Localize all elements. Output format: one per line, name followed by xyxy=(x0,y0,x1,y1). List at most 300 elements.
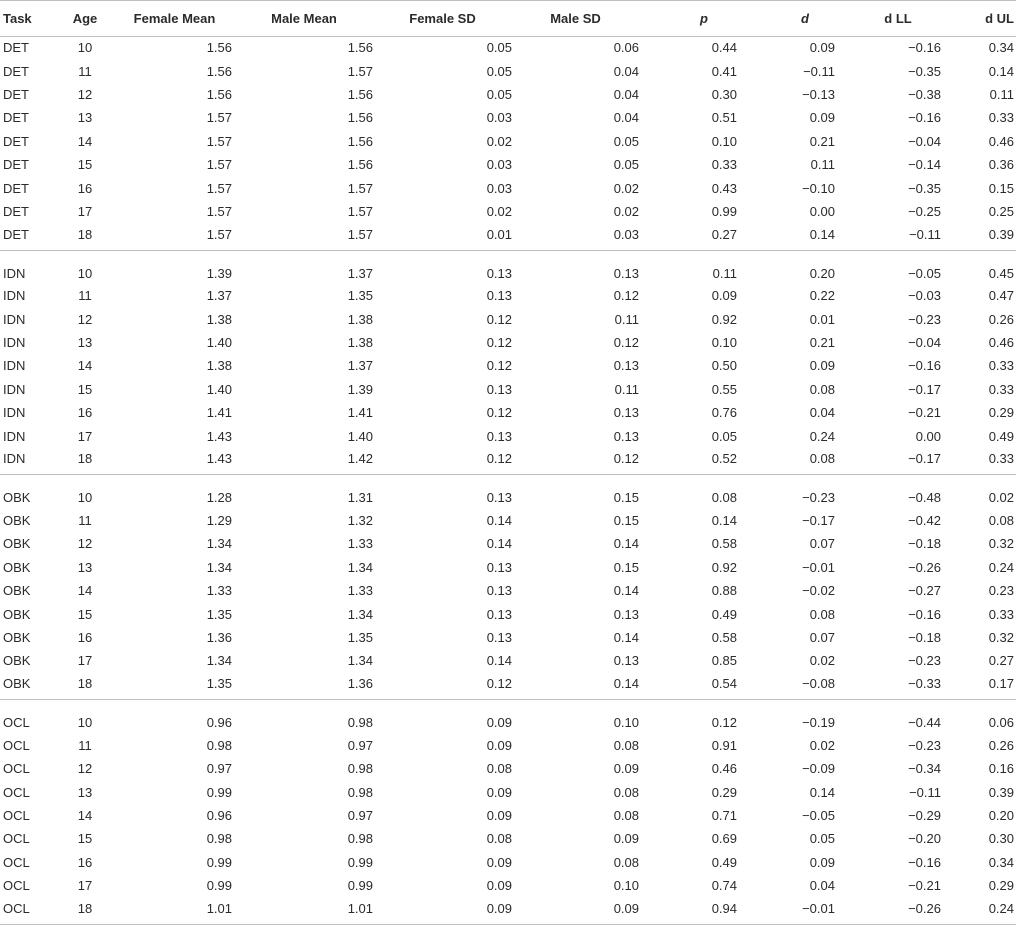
cell-d-ul: 0.15 xyxy=(988,180,1014,196)
cell-d: −0.13 xyxy=(802,86,835,102)
cell-p: 0.58 xyxy=(711,536,737,552)
cell-male-mean: 0.98 xyxy=(347,831,373,847)
cell-female-sd: 0.05 xyxy=(486,63,512,79)
cell-male-sd: 0.08 xyxy=(613,737,639,753)
cell-task: IDN xyxy=(3,405,26,421)
table-row xyxy=(0,60,1016,83)
cell-d-ll: −0.05 xyxy=(908,265,941,281)
cell-d-ul: 0.24 xyxy=(988,559,1014,575)
cell-p: 0.27 xyxy=(639,224,737,251)
cell-age: 11 xyxy=(78,288,92,304)
cell-task: DET xyxy=(3,40,29,56)
cell-d: 0.00 xyxy=(809,203,835,219)
cell-age: 13 xyxy=(77,335,93,351)
cell-male-sd: 0.13 xyxy=(613,265,639,281)
cell-d-ul: 0.26 xyxy=(988,311,1014,327)
table-row xyxy=(0,734,1016,757)
cell-male-mean: 1.35 xyxy=(347,288,373,304)
cell-d: 0.14 xyxy=(737,224,835,251)
cell-d: 0.04 xyxy=(809,878,835,894)
cell-female-mean: 1.56 xyxy=(206,40,232,56)
cell-age: 14 xyxy=(77,807,93,823)
cell-d: 0.09 xyxy=(809,854,835,870)
cell-p: 0.92 xyxy=(711,559,737,575)
table-row xyxy=(0,448,1016,475)
table-row xyxy=(0,700,1016,735)
cell-male-mean: 1.36 xyxy=(235,673,373,700)
cell-female-mean: 1.36 xyxy=(206,630,232,645)
cell-age: 15 xyxy=(77,831,93,847)
cell-d-ul: 0.34 xyxy=(988,40,1014,56)
table-row xyxy=(0,804,1016,827)
cell-male-mean: 1.57 xyxy=(235,224,373,251)
cell-d-ll: −0.18 xyxy=(908,536,941,552)
cell-d-ul: 0.32 xyxy=(988,630,1014,645)
cell-d-ll: −0.35 xyxy=(908,63,941,79)
cell-male-sd: 0.13 xyxy=(613,653,639,669)
cell-d: −0.17 xyxy=(802,513,835,529)
cell-p: 0.69 xyxy=(711,831,737,847)
cell-d: −0.02 xyxy=(802,583,835,599)
cell-d-ul: 0.25 xyxy=(988,203,1014,219)
cell-male-mean: 1.57 xyxy=(347,180,373,196)
cell-age: 10 xyxy=(77,490,93,506)
cell-female-mean: 1.34 xyxy=(206,653,232,669)
cell-female-mean: 0.99 xyxy=(206,878,232,894)
cell-age: 17 xyxy=(77,428,93,444)
cell-male-mean: 1.56 xyxy=(347,133,373,149)
cell-d-ul: 0.24 xyxy=(941,898,1016,925)
cell-d: −0.10 xyxy=(802,180,835,196)
cell-p: 0.46 xyxy=(711,761,737,777)
cell-p: 0.10 xyxy=(711,133,737,149)
cell-female-sd: 0.08 xyxy=(486,761,512,777)
cell-d-ll: −0.11 xyxy=(909,784,941,800)
cell-d-ll: −0.25 xyxy=(908,203,941,219)
cell-female-mean: 1.35 xyxy=(206,606,232,622)
table-row xyxy=(0,355,1016,378)
cell-male-mean: 1.56 xyxy=(347,86,373,102)
cell-d: 0.09 xyxy=(809,40,835,56)
cell-female-sd: 0.12 xyxy=(373,448,512,475)
cell-d-ul: 0.49 xyxy=(988,428,1014,444)
cell-age: 16 xyxy=(77,854,93,870)
cell-female-sd: 0.13 xyxy=(486,583,512,599)
header-d-ul: d UL xyxy=(941,1,1016,37)
cell-male-mean: 0.98 xyxy=(347,715,373,731)
cell-female-sd: 0.03 xyxy=(486,180,512,196)
cell-task: DET xyxy=(3,63,29,79)
cell-age: 12 xyxy=(77,86,93,102)
cell-male-sd: 0.09 xyxy=(512,898,639,925)
cell-task: OBK xyxy=(3,630,31,645)
cell-age: 17 xyxy=(77,653,93,669)
cell-task: DET xyxy=(3,203,29,219)
cell-d: 0.07 xyxy=(809,630,835,645)
cell-female-sd: 0.13 xyxy=(486,559,512,575)
cell-male-sd: 0.13 xyxy=(613,358,639,374)
table-row xyxy=(0,475,1016,510)
table-row xyxy=(0,673,1016,700)
cell-age: 12 xyxy=(77,536,93,552)
cell-d-ll: −0.44 xyxy=(908,715,941,731)
cell-task: IDN xyxy=(3,428,26,444)
cell-p: 0.76 xyxy=(711,405,737,421)
cell-p: 0.99 xyxy=(711,203,737,219)
cell-female-sd: 0.14 xyxy=(486,653,512,669)
cell-d-ul: 0.33 xyxy=(988,606,1014,622)
cell-d-ll: −0.11 xyxy=(835,224,941,251)
cell-female-sd: 0.12 xyxy=(486,405,512,421)
cell-d-ll: −0.16 xyxy=(908,606,941,622)
cell-female-sd: 0.09 xyxy=(486,854,512,870)
cell-age: 16 xyxy=(77,405,93,421)
cell-male-sd: 0.14 xyxy=(613,583,639,599)
cell-task: OCL xyxy=(3,784,30,800)
cell-age: 10 xyxy=(77,40,93,56)
cell-male-sd: 0.12 xyxy=(613,288,639,304)
cell-d-ul: 0.30 xyxy=(988,831,1014,847)
cell-d-ll: −0.18 xyxy=(908,630,941,645)
cell-p: 0.85 xyxy=(711,653,737,669)
cell-d-ll: −0.38 xyxy=(908,86,941,102)
cell-male-sd: 0.13 xyxy=(613,606,639,622)
cell-d: 0.21 xyxy=(809,335,835,351)
cell-male-sd: 0.05 xyxy=(613,157,639,173)
cell-male-mean: 1.39 xyxy=(347,381,373,397)
cell-female-mean: 1.57 xyxy=(114,224,235,251)
cell-male-mean: 1.33 xyxy=(347,583,373,599)
cell-male-mean: 0.98 xyxy=(347,761,373,777)
cell-female-sd: 0.02 xyxy=(486,133,512,149)
cell-female-sd: 0.14 xyxy=(486,536,512,552)
cell-female-mean: 1.34 xyxy=(206,536,232,552)
header-row xyxy=(0,1,1016,37)
cell-age: 15 xyxy=(77,157,93,173)
cell-task: OCL xyxy=(3,807,30,823)
cell-p: 0.55 xyxy=(711,381,737,397)
cell-d-ul: 0.46 xyxy=(988,133,1014,149)
cell-d-ul: 0.29 xyxy=(988,878,1014,894)
cell-d-ll: −0.14 xyxy=(908,157,941,173)
header-d-ll: d LL xyxy=(835,1,941,37)
cell-male-mean: 1.32 xyxy=(347,513,373,529)
cell-d-ll: −0.35 xyxy=(908,180,941,196)
cell-male-mean: 1.38 xyxy=(347,335,373,351)
cell-male-sd: 0.12 xyxy=(613,335,639,351)
cell-male-sd: 0.10 xyxy=(613,878,639,894)
cell-task: OBK xyxy=(3,490,31,506)
cell-female-mean: 0.99 xyxy=(206,784,232,800)
table-row xyxy=(0,308,1016,331)
cell-female-sd: 0.05 xyxy=(486,86,512,102)
cell-d-ll: −0.23 xyxy=(908,653,941,669)
table-row xyxy=(0,37,1016,60)
cell-d: −0.23 xyxy=(802,490,835,506)
header-male-sd: Male SD xyxy=(512,1,639,37)
cell-d-ul: 0.11 xyxy=(989,86,1014,102)
table-row xyxy=(0,509,1016,532)
cell-female-sd: 0.13 xyxy=(486,630,512,645)
cell-d-ul: 0.02 xyxy=(988,490,1014,506)
cell-male-sd: 0.13 xyxy=(613,428,639,444)
header-task: Task xyxy=(0,1,56,37)
cell-age: 15 xyxy=(77,381,93,397)
cell-age: 10 xyxy=(77,715,93,731)
table-row xyxy=(0,331,1016,354)
cell-female-mean: 1.43 xyxy=(206,428,232,444)
cell-male-mean: 0.99 xyxy=(347,878,373,894)
header-male-mean: Male Mean xyxy=(235,1,373,37)
cell-d-ll: −0.21 xyxy=(908,878,941,894)
cell-age: 14 xyxy=(77,133,93,149)
cell-female-mean: 0.97 xyxy=(206,761,232,777)
cell-task: DET xyxy=(0,224,56,251)
cell-male-mean: 1.40 xyxy=(347,428,373,444)
cell-female-mean: 1.33 xyxy=(206,583,232,599)
cell-d-ul: 0.08 xyxy=(988,513,1014,529)
cell-task: OBK xyxy=(0,673,56,700)
cell-d: −0.11 xyxy=(803,63,835,79)
cell-male-sd: 0.03 xyxy=(512,224,639,251)
cell-age: 15 xyxy=(77,606,93,622)
cell-male-mean: 1.38 xyxy=(347,311,373,327)
cell-male-sd: 0.09 xyxy=(613,831,639,847)
cell-d: 0.09 xyxy=(809,358,835,374)
cell-d-ul: 0.36 xyxy=(988,157,1014,173)
table-row xyxy=(0,224,1016,251)
cell-female-mean: 1.01 xyxy=(114,898,235,925)
cell-male-sd: 0.08 xyxy=(613,854,639,870)
cell-d-ul: 0.33 xyxy=(988,110,1014,126)
cell-p: 0.41 xyxy=(711,63,737,79)
table-row xyxy=(0,378,1016,401)
table-row xyxy=(0,650,1016,673)
cell-male-sd: 0.08 xyxy=(613,784,639,800)
cell-d: 0.22 xyxy=(809,288,835,304)
cell-task: DET xyxy=(3,86,29,102)
cell-p: 0.52 xyxy=(639,448,737,475)
cell-female-mean: 1.28 xyxy=(206,490,232,506)
cell-d-ll: −0.04 xyxy=(908,335,941,351)
cell-p: 0.74 xyxy=(711,878,737,894)
cell-d-ul: 0.34 xyxy=(988,854,1014,870)
cell-d-ll: −0.16 xyxy=(908,854,941,870)
cell-p: 0.92 xyxy=(711,311,737,327)
cell-age: 18 xyxy=(56,898,114,925)
cell-male-mean: 1.34 xyxy=(347,559,373,575)
cell-female-mean: 1.56 xyxy=(206,63,232,79)
cell-task: DET xyxy=(3,110,29,126)
table-row xyxy=(0,757,1016,780)
cell-d-ll: −0.16 xyxy=(908,358,941,374)
cell-d-ul: 0.46 xyxy=(988,335,1014,351)
cell-male-mean: 1.57 xyxy=(347,63,373,79)
cell-female-sd: 0.05 xyxy=(486,40,512,56)
table-row xyxy=(0,285,1016,308)
cell-age: 16 xyxy=(77,180,93,196)
cell-female-sd: 0.01 xyxy=(373,224,512,251)
cell-male-sd: 0.06 xyxy=(613,40,639,56)
cell-d-ll: −0.17 xyxy=(835,448,941,475)
cell-male-mean: 1.57 xyxy=(347,203,373,219)
cell-d-ll: −0.34 xyxy=(908,761,941,777)
cell-d-ll: −0.42 xyxy=(908,513,941,529)
cell-d-ul: 0.39 xyxy=(988,784,1014,800)
cell-age: 16 xyxy=(77,630,93,645)
cell-d: −0.01 xyxy=(737,898,835,925)
cell-task: IDN xyxy=(3,381,26,397)
cell-d-ul: 0.33 xyxy=(941,448,1016,475)
cell-age: 18 xyxy=(56,673,114,700)
header-d: d xyxy=(737,1,835,37)
cell-female-sd: 0.12 xyxy=(486,335,512,351)
cell-task: OCL xyxy=(0,898,56,925)
cell-male-sd: 0.02 xyxy=(613,203,639,219)
table-row xyxy=(0,874,1016,897)
cell-female-mean: 1.39 xyxy=(206,265,232,281)
cell-task: IDN xyxy=(3,265,26,281)
cell-d: 0.07 xyxy=(809,536,835,552)
cell-p: 0.29 xyxy=(711,784,737,800)
cell-female-sd: 0.14 xyxy=(486,513,512,529)
cell-task: IDN xyxy=(0,448,56,475)
cell-female-sd: 0.13 xyxy=(486,490,512,506)
cell-male-mean: 1.37 xyxy=(347,265,373,281)
cell-female-mean: 1.29 xyxy=(206,513,232,529)
cell-d-ul: 0.47 xyxy=(988,288,1014,304)
cell-task: OBK xyxy=(3,583,31,599)
cell-p: 0.14 xyxy=(711,513,737,529)
cell-age: 12 xyxy=(77,761,93,777)
cell-task: OBK xyxy=(3,536,31,552)
cell-d: 0.02 xyxy=(809,653,835,669)
cell-d: 0.08 xyxy=(809,606,835,622)
cell-female-mean: 0.96 xyxy=(206,715,232,731)
cell-p: 0.44 xyxy=(711,40,737,56)
header-age: Age xyxy=(56,1,114,37)
cell-p: 0.43 xyxy=(711,180,737,196)
cell-p: 0.05 xyxy=(711,428,737,444)
cell-female-mean: 0.96 xyxy=(206,807,232,823)
cell-p: 0.49 xyxy=(711,606,737,622)
table-row xyxy=(0,200,1016,223)
header-p: p xyxy=(639,1,737,37)
cell-p: 0.11 xyxy=(712,265,737,281)
cell-age: 13 xyxy=(77,110,93,126)
cell-age: 11 xyxy=(78,63,92,79)
cell-age: 17 xyxy=(77,878,93,894)
cell-d-ll: −0.26 xyxy=(908,559,941,575)
cell-d: −0.08 xyxy=(737,673,835,700)
cell-d-ll: −0.29 xyxy=(908,807,941,823)
cell-p: 0.88 xyxy=(711,583,737,599)
cell-d: −0.01 xyxy=(802,559,835,575)
cell-d-ll: −0.16 xyxy=(908,110,941,126)
cell-task: OCL xyxy=(3,878,30,894)
cell-male-mean: 1.01 xyxy=(235,898,373,925)
cell-d-ul: 0.45 xyxy=(988,265,1014,281)
cell-female-mean: 1.38 xyxy=(206,358,232,374)
cell-female-mean: 1.35 xyxy=(114,673,235,700)
table-row xyxy=(0,781,1016,804)
cell-female-mean: 0.98 xyxy=(206,737,232,753)
cell-male-sd: 0.08 xyxy=(613,807,639,823)
cell-female-mean: 1.38 xyxy=(206,311,232,327)
cell-male-sd: 0.12 xyxy=(512,448,639,475)
cell-task: DET xyxy=(3,180,29,196)
cell-age: 14 xyxy=(77,358,93,374)
cell-female-mean: 1.57 xyxy=(206,133,232,149)
cell-female-sd: 0.09 xyxy=(486,807,512,823)
table-row xyxy=(0,177,1016,200)
table-row xyxy=(0,250,1016,285)
cell-d: 0.21 xyxy=(809,133,835,149)
cell-d: 0.24 xyxy=(809,428,835,444)
cell-male-sd: 0.15 xyxy=(613,559,639,575)
cell-d-ul: 0.27 xyxy=(988,653,1014,669)
cell-male-mean: 1.33 xyxy=(347,536,373,552)
cell-age: 11 xyxy=(78,737,92,753)
cell-age: 11 xyxy=(78,513,92,529)
cell-d-ll: −0.23 xyxy=(908,737,941,753)
cell-male-sd: 0.04 xyxy=(613,63,639,79)
cell-d-ul: 0.23 xyxy=(988,583,1014,599)
cell-female-sd: 0.02 xyxy=(486,203,512,219)
cell-d-ul: 0.33 xyxy=(988,381,1014,397)
cell-d: 0.11 xyxy=(810,157,835,173)
cell-p: 0.71 xyxy=(711,807,737,823)
cell-p: 0.54 xyxy=(639,673,737,700)
cell-p: 0.30 xyxy=(711,86,737,102)
cell-task: OCL xyxy=(3,761,30,777)
cell-female-sd: 0.13 xyxy=(486,265,512,281)
cell-male-sd: 0.04 xyxy=(613,110,639,126)
cell-female-sd: 0.13 xyxy=(486,288,512,304)
cell-d-ll: −0.23 xyxy=(908,311,941,327)
cell-task: OCL xyxy=(3,854,30,870)
cell-task: OCL xyxy=(3,737,30,753)
cell-d-ul: 0.16 xyxy=(988,761,1014,777)
cell-male-sd: 0.14 xyxy=(613,630,639,645)
cell-task: IDN xyxy=(3,288,26,304)
table-row xyxy=(0,828,1016,851)
cell-male-sd: 0.09 xyxy=(613,761,639,777)
table-row xyxy=(0,425,1016,448)
cell-d: 0.20 xyxy=(809,265,835,281)
cell-d-ll: −0.27 xyxy=(908,583,941,599)
cell-d-ul: 0.32 xyxy=(988,536,1014,552)
cell-female-sd: 0.09 xyxy=(373,898,512,925)
cell-d-ll: −0.03 xyxy=(908,288,941,304)
cell-d: −0.19 xyxy=(802,715,835,731)
cell-male-sd: 0.05 xyxy=(613,133,639,149)
cell-female-sd: 0.13 xyxy=(486,428,512,444)
cell-male-mean: 1.56 xyxy=(347,110,373,126)
cell-female-mean: 0.99 xyxy=(206,854,232,870)
cell-d-ll: 0.00 xyxy=(915,428,941,444)
cell-d-ll: −0.33 xyxy=(835,673,941,700)
cell-male-mean: 1.34 xyxy=(347,653,373,669)
cell-female-mean: 1.57 xyxy=(206,203,232,219)
cell-male-mean: 0.99 xyxy=(347,854,373,870)
table-row xyxy=(0,603,1016,626)
table-row xyxy=(0,107,1016,130)
cell-male-mean: 0.97 xyxy=(347,737,373,753)
cell-male-mean: 1.35 xyxy=(347,630,373,645)
cell-task: DET xyxy=(3,133,29,149)
cell-female-sd: 0.12 xyxy=(486,311,512,327)
